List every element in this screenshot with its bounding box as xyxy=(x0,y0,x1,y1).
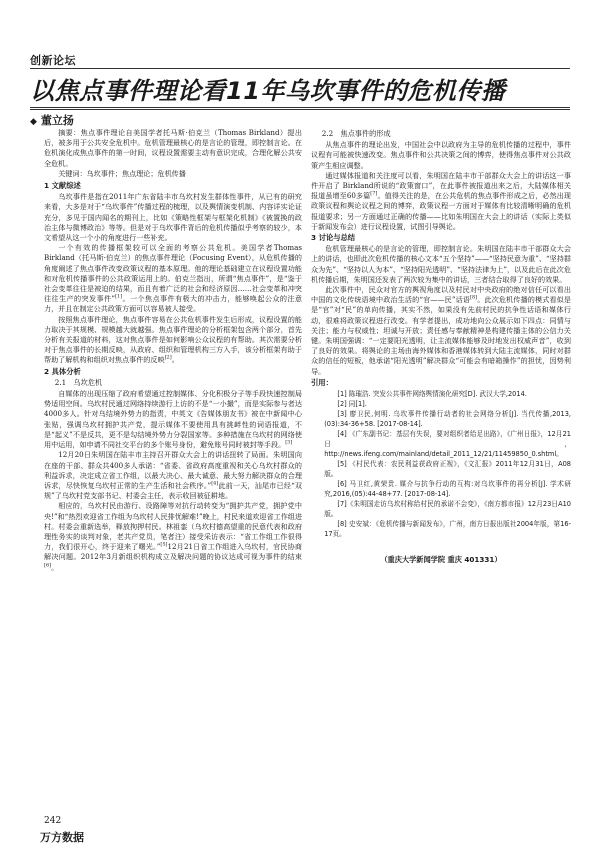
reference-item: [1] 陈璀浩. 突发公共事件网络舆情演化研究[D]. 武汉大学,2014. xyxy=(337,390,527,399)
reference-item: [8] 史安斌：《危机传播与新闻发布》，广州，南方日报出版社2004年版，第16-17页。 xyxy=(324,520,571,539)
article-title: 以焦点事件理论看11年乌坎事件的危机传播 xyxy=(30,77,506,105)
reference-item: [3] 廖卫民,何明. 乌坎事件传播行动者的社会网络分析[J]. 当代传播,2013,(03):34-36+58. [2017-08-14]. xyxy=(324,410,571,429)
reference-list xyxy=(311,389,571,539)
paragraph: 12月20日朱明国在陆丰市主持召开群众大会上的讲话扭转了局面。朱明国向在座的干部、群众共400多人承诺：“省委、省政府高度重视和关心乌坎村群众的利益诉求，决定成立省工作组，以最大决心、最大诚意、最大努力解决群众的合理诉求，尽快恢复乌坎村正常的生产生活和社会秩序。”[4]此前一天，汕尾市已经“双规”了乌坎村党支部书记、村委会主任，表示收回被征耕地。 xyxy=(44,450,302,501)
reference-item: [4] 《广东副书记：基层有失误，要对组织者给足出路》，《广州日报》，12月21日，http://news.ifeng.com/mainland/detail_2011_12/21/11459850_0.shtml。 xyxy=(324,430,571,459)
paragraph: 此次事件中，民众对官方的舆视角度以及村民对中央政府的绝对信任可以看出中国的文化传统语境中政治生活的“官——民”话语[8]。此次危机传播的模式看似是是“官”对“民”的单向传播，其实不然，如果没有先前村民的抗争性话语和媒体行动，很难将政策议程进行改变。有学者提出，成功地向公众展示如下四点：同情与关注；能力与权威性；坦诚与开放；责任感与奉献精神是构建传播主体的公信力关键。朱明国强调：“一定要阳光透明，让主流媒体能够及时地发出权威声音”，收到了良好的效果。将舆论的主场由海外媒体和香港媒体转到大陆主流媒体，同时对群众的信任的短板，他承诺“阳光透明”解决群众“可能会有暗箱操作”的担忧，因势利导。 xyxy=(311,285,571,376)
paragraph: 从焦点事件的理论出发，中国社会中以政府为主导的危机传播的过程中，事件议程有可能被快速改变。焦点事件和公共决策之间的博弈，使得焦点事件对公共政策产生相应调整。 xyxy=(311,140,571,170)
section-heading-conclusion: 3 讨论与总结 xyxy=(311,233,356,243)
subsection-heading-formation: 2.2 焦点事件的形成 xyxy=(321,129,391,138)
section-heading-literature: 1 文献综述 xyxy=(44,181,81,191)
citation-mark: [3] xyxy=(285,439,293,446)
paragraph: 相应的，乌坎村民由游行、设路障等对抗行动转变为“拥护共产党，拥护党中央!”和“热烈欢迎省工作组为乌坎村人民排忧解难!”晚上，村民来道欢迎省工作组进村。村委会重新选举，释放拘押村民。林祖銮（乌坎村德高望重的民意代表和政府理性务实的谈判对象，老共产党员，笔者注）接受采访表示：“省工作组工作很得力，我们很开心，终于迎来了曙光。”[5]12月21日省工作组进入乌坎村，官民协商解决问题。2012年3月新组织机构成立及解决问题的协议达成可视为事件的结束[6]。 xyxy=(44,501,302,572)
left-column xyxy=(44,128,302,573)
paragraph: 危机管理最核心的是言论的管理，即控制言论。朱明国在陆丰市干部群众大会上的讲话，也即此次危机传播的核心文本“五个坚持”——“坚持民意为重”、“坚持群众为先”、“坚持以人为本”、“坚持阳光透明”、“坚持法律为上”，以及此后在此次危机传播后期，朱明国还发表了两次较为集中的讲话，三者结合取得了良好的效果。 xyxy=(311,244,571,284)
paragraph: 自媒体的出现压缩了政府希望通过控制媒体、分化积极分子等手段快速控制局势适用空间。乌坎村民通过网络持续游行上访的不是“一小撮”，而是实际参与者达4000多人。针对乌结境外势力的指责，中英文《告媒体朋友书》被在中新闻中心张贴，强调乌坎村拥护共产党，提示媒体不要使用具有挑衅性的词语报道，不是“起义”不是反共，更不是勾结境外势力分裂国家等。多种措施在乌坎村的网络使用中运用，如申请不同社交平台的多个账号身份，避免账号同时被封等手段。[3] xyxy=(44,389,302,450)
author-name: 董立扬 xyxy=(40,114,74,127)
reference-item: [2] 同[1]. xyxy=(337,400,367,409)
title-divider-2 xyxy=(30,109,570,110)
page-number: 242 xyxy=(44,816,62,826)
section-heading-analysis: 2 具体分析 xyxy=(44,366,81,376)
citation-mark: [1] xyxy=(115,293,123,300)
subsection-heading-wukan: 2.1 乌坎危机 xyxy=(54,377,103,387)
citation-mark: [2] xyxy=(164,355,172,362)
database-watermark: 万方数据 xyxy=(40,831,84,844)
paragraph: 通过媒体报道和关注度可以看，朱明国在陆丰市干部群众大会上的讲话这一事件开启了 Birkland所说的“政策窗口”，在此事件被报道出来之后，大陆媒体相关报道虽增至60多篇[7]。值得关注的是，在公共危机的焦点事件形成之后，必然出现政策议程和舆论议程之间的博弈，政策议程一方面对于媒体有比较清晰明确的危机报道要求；另一方面通过正确的传播——比如朱明国在大会上的讲话（实际上类似于新闻发布会）进行议程设置，试图引导舆论。 xyxy=(311,170,571,231)
paragraph: 一个有效的传播框架较可以全面的考察公共危机。美国学者Thomas Birkland（托马斯·伯克兰）的焦点事件理论（Focusing Event），从危机传播的角度阐述了焦点事件改变政策议程的基本原理。他的理论基础建立在议程设置功能和对危机传播事件的公共政策运用上的。伯克兰指出，所谓“焦点事件”，是“鉴于社会变革往往是被迫的结果，而且有着广泛的社会和经济原因……社会变革和冲突往往生产的突发事件”[1]。一个焦点事件有极大的冲击力，能够唤起公众的注意力，并且在制定公共政策方面可以容易被人接受。 xyxy=(44,243,302,314)
reference-item: [7]《朱明国走访乌坎村称给村民的承诺不会变》，《南方都市报》12月23日A10版。 xyxy=(324,500,571,519)
author-line xyxy=(30,112,74,128)
references-heading: 引用： xyxy=(311,377,333,387)
paragraph: 按照焦点事件理论，焦点事件容易在公共危机事件发生后形成，议程设置的能力取决于其规模、规模越大就越强。焦点事件理论的分析框架包含两个部分，首先分析有关报道的材料，这对焦点事件是如何影响公众议程的有帮助。其次需要分析对于焦点事件的长期反映，从政府、组织和管理机构三方入手，该分析框架有助于帮助了解机构和组织对焦点事件的反映[2]。 xyxy=(44,314,302,365)
citation-mark: [7] xyxy=(370,190,378,197)
right-column xyxy=(311,128,571,565)
citation-mark: [4] xyxy=(211,480,219,487)
reference-item: [5] 《村民代表：农民利益获政府正视》，《文汇报》2011年12月31日，A08版。 xyxy=(324,460,571,479)
citation-mark: [5] xyxy=(160,541,168,548)
keywords: 关键词：乌坎事件；焦点理论；危机传播 xyxy=(58,168,186,178)
author-affiliation: （重庆大学新闻学院 重庆 401331） xyxy=(380,555,502,565)
diamond-icon: ◆ xyxy=(30,117,37,127)
section-label: 创新论坛 xyxy=(30,54,76,67)
title-divider xyxy=(30,107,570,108)
reference-item: [6] 马卫红,黄荣贵. 媒介与抗争行动的互构:对乌坎事件的再分析[J]. 学术研究,2016,(05):44-48+77. [2017-08-14]. xyxy=(324,480,571,499)
abstract: 摘要：焦点事件理论自美国学者托马斯·伯克兰（Thomas Birkland）提出后，被多用于公共安全危机中。危机管理最核心的是言论的管理，即控制言论。在危机演化成焦点事件的第一时间，议程设置需要主动有意识完成，合理化解公共安全危机。 xyxy=(44,128,302,168)
citation-mark: [6] xyxy=(44,562,52,569)
header-divider xyxy=(30,68,570,69)
paragraph: 乌坎事件是指在2011年广东省陆丰市乌坎村发生群体性事件，从已有的研究来看，大多是对于“乌坎事件”传播过程的梳理，以及舆情演变机制、内容详实论证充分，多见于国内闻名的期刊上，比如《策略性框架与框架化机制》《被置换的政治主体与微博政治》等等。但是对于乌坎事件背后的危机传播似乎考察的较少，本文希望从这一个小的角度进行一些补充。 xyxy=(44,192,302,243)
citation-mark: [8] xyxy=(470,294,478,301)
